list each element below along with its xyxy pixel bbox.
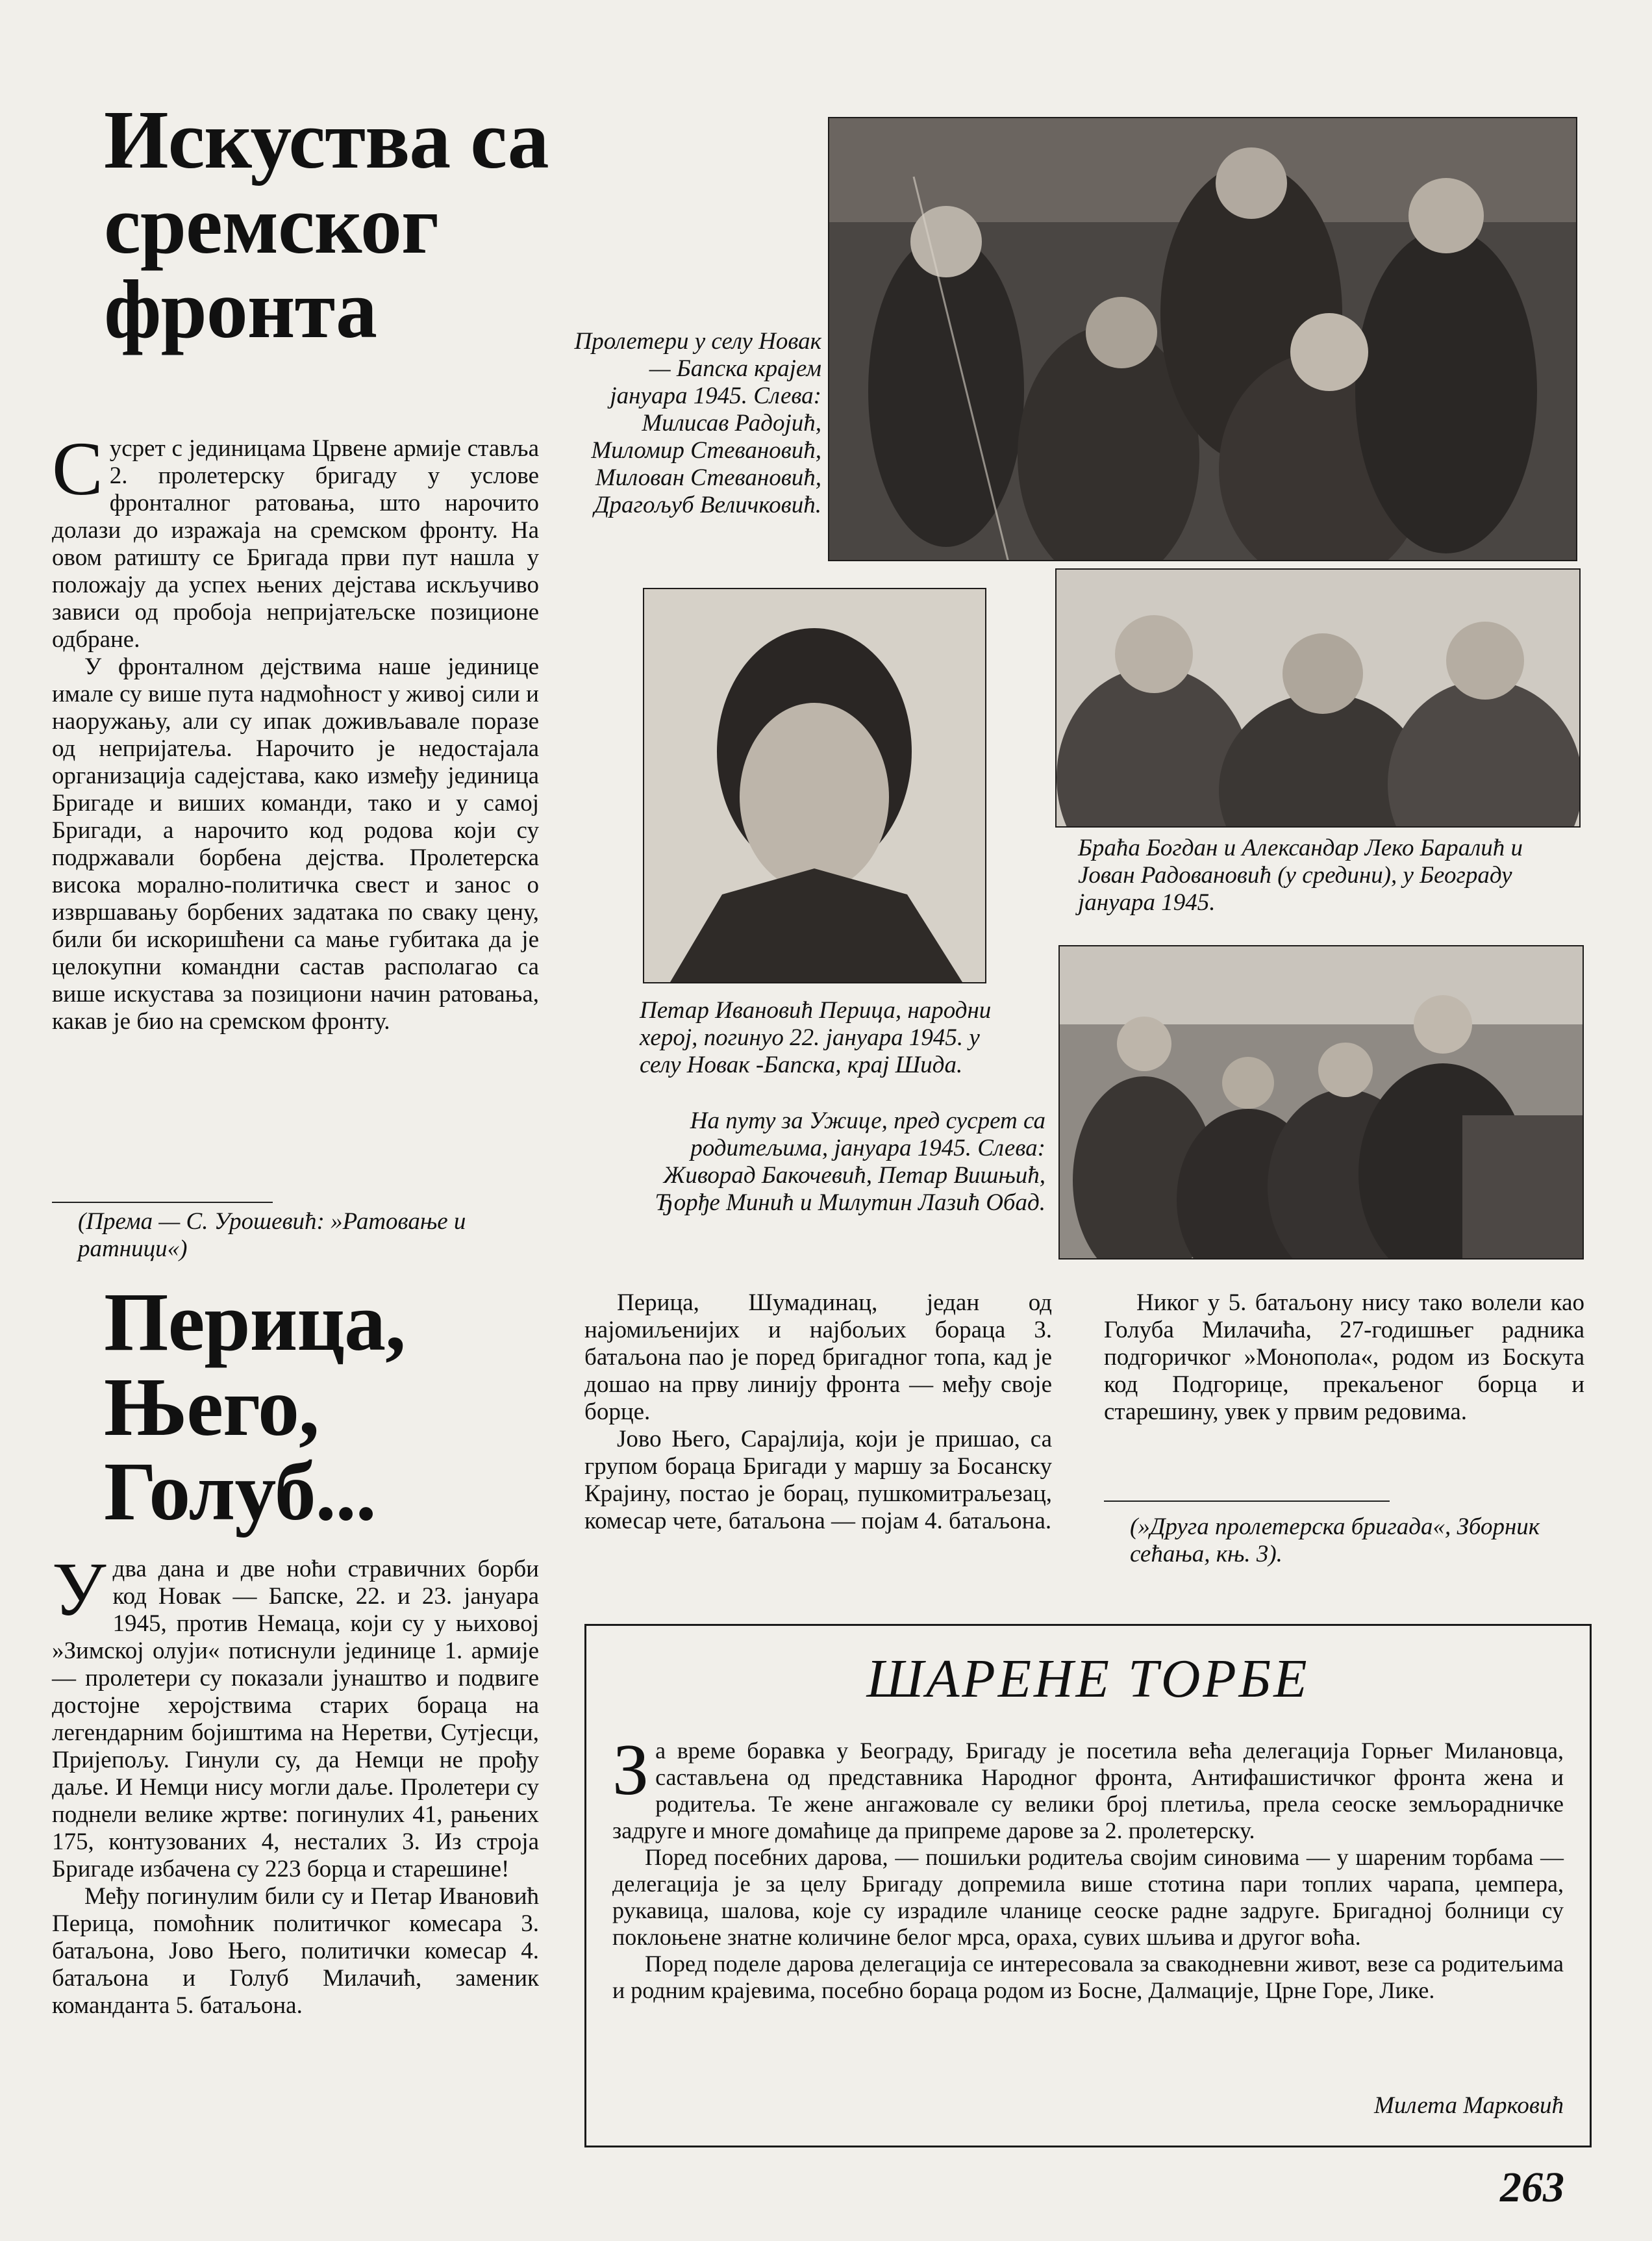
caption-perica: Петар Ивановић Перица, народни херој, погинуо 22. јануара 1945. у селу Новак -Бапска, крај Шида. — [640, 997, 992, 1078]
article2-right-paragraph-1: Никог у 5. батаљону нису тако волели као Голуба Милачића, 27-годишњег радника подгоричког »Монопола«, родом из Боскута код Подгорице, прекаљеног борца и старешину, увек у првим редовима. — [1104, 1289, 1584, 1425]
box-author: Милета Марковић — [1374, 2092, 1564, 2119]
article2-body — [52, 1547, 539, 2019]
page-number: 263 — [1500, 2164, 1564, 2211]
article2-middle-paragraph-1: Перица, Шумадинац, један од наjомиљенијих и најбољих бораца 3. батаљона пао је поред бригадног топа, кад је дошао на прву линију фронта — међу своје борце. — [584, 1289, 1052, 1425]
article2-dropcap: У — [52, 1547, 106, 1632]
box-dropcap: З — [612, 1730, 649, 1810]
article1-paragraph-1: усрет с јединицама Црвене армије ставља 2. пролетерску бригаду у услове фронталног ратовања, што нарочито долази до изражаја на сремском фронту. На овом ратишту се Бригада први пут нашла у положају да успех њених дејстава искључиво зависи од пробоја непријатељске позиционе одбране. — [52, 435, 539, 653]
photo-group-novak — [828, 117, 1577, 561]
box-paragraph-2: Поред посебних дарова, — пошиљки родитеља својим синовима — у шареним торбама — делегација је за целу Бригаду допремила више стотина пари топлих чарапа, џемпера, рукавица, шалова, које су израдиле чланице сеоске радне задруге. Бригадној болници су поклоњене знатне количине белог мрса, ораха, сувих шљива и другог воћа. — [612, 1844, 1564, 1950]
box-paragraph-3: Поред поделе дарова делегација се интересовала за свакодневни живот, везе са родитељима и родним крајевима, посебно бораца родом из Босне, Далмације, Црне Горе, Лике. — [612, 1951, 1564, 2003]
photo-uzice-road — [1058, 945, 1584, 1260]
article1-dropcap: С — [52, 426, 103, 511]
article1-source: (Према — С. Урошевић: »Ратовање и ратници«) — [78, 1208, 466, 1262]
article2-title: Перица, Њего, Голуб... — [104, 1276, 406, 1538]
caption-brothers: Браћа Богдан и Александар Леко Баралић и Јован Радовановић (у средини), у Београду јануара 1945. — [1078, 835, 1523, 916]
article2-divider — [1104, 1500, 1390, 1502]
box-title: ШАРЕНЕ ТОРБЕ — [866, 1649, 1310, 1709]
photo-perica-portrait — [643, 588, 986, 983]
photo-baralic-brothers — [1055, 568, 1581, 828]
article2-middle-paragraph-2: Јово Њего, Сарајлија, који је пришао, са групом бораца Бригади у маршу за Босанску Крајину, постао је борац, пушкомитраљезац, комесар чете, батаљона — појам 4. батаљона. — [584, 1426, 1052, 1534]
article1-paragraph-2: У фронталном дејствима наше јединице имале су више пута надмоћност у живој сили и наоружању, али су ипак доживљавале поразе од непријатеља. Нарочито је недостајала организација садејстава, како између јединица Бригаде и виших команди, тако и у самој Бригади, а нарочито код родова који су подржавали борбена дејства. Пролетерска висока морално-политичка свест и занос о извршавању борбених задатака по сваку цену, били би искоришћени са мање губитака да је целокупни командни састав располагао са више искустава за позициони начин ратовања, какав је био на сремском фронту. — [52, 653, 539, 1035]
article2-paragraph-2: Међу погинулим били су и Петар Ивановић Перица, помоћник политичког комесара 3. батаљона, Јово Њего, политички комесар 4. батаљона и Голуб Милачић, заменик команданта 5. батаљона. — [52, 1883, 539, 2019]
article2-paragraph-1: два дана и две ноћи стравичних борби код Новак — Бапске, 22. и 23. јануара 1945, против Немаца, који су у њиховој »Зимској олуји« потиснули јединице 1. армије — пролетери су показали јунаштво и подвиге достојне херојствима старих бораца на легендарним бојиштима на Неретви, Сутјесци, Пријепољу. Гинули су, да Немци не прођу даље. И Немци нису могли даље. Пролетери су поднели велике жртве: погинулих 41, рањених 175, контузованих 4, несталих 3. Из строја Бригаде избачена су 223 борца и старешине! — [52, 1556, 539, 1882]
article1-body — [52, 426, 539, 1035]
article2-middle-column — [584, 1289, 1052, 1535]
article2-right-column — [1104, 1289, 1584, 1426]
article1-divider — [52, 1202, 273, 1203]
box-paragraph-1: а време боравка у Београду, Бригаду је посетила већа делегација Горњег Милановца, састављена од представника Народног фронта, Антифашистичког фронта жена и родитеља. Те жене ангажовале су велики број плетиља, прела сеоске земљорадничке задруге и многе домаћице да припреме дарове за 2. пролетерску. — [612, 1738, 1564, 1843]
sidebar-box — [584, 1624, 1592, 2147]
caption-group-novak: Пролетери у селу Новак — Бапска крајем јануара 1945. Слева: Милисав Радојић, Миломир Стевановић, Милован Стевановић, Драгољуб Величковић. — [574, 328, 821, 518]
caption-uzice: На путу за Ужице, пред сусрет са родитељима, јануара 1945. Слева: Живорад Бакочевић, Петар Вишњић, Ђорђе Минић и Милутин Лазић Обад. — [655, 1108, 1045, 1216]
article1-title: Искуства са сремског фронта — [104, 94, 549, 356]
box-body — [612, 1730, 1564, 2004]
article2-source: (»Друга пролетерска бригада«, Зборник сећања, књ. 3). — [1130, 1513, 1540, 1567]
